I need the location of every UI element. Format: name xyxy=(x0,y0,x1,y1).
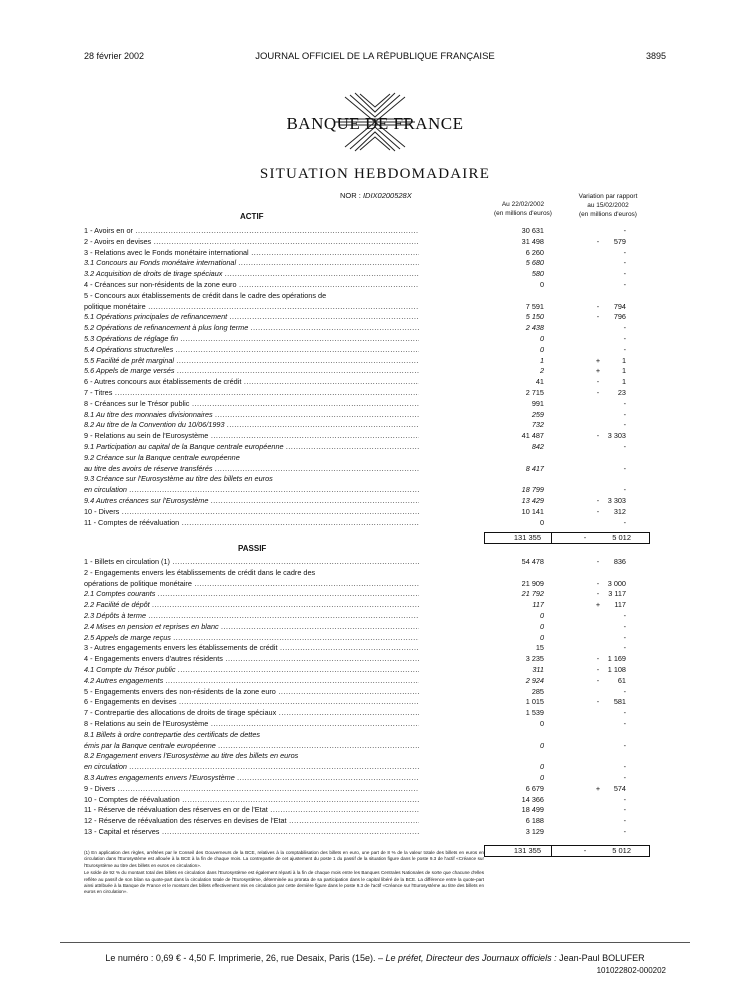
row-variation: - xyxy=(623,442,626,451)
row-variation-sign: - xyxy=(596,377,600,387)
row-label: en circulation ..... xyxy=(84,485,419,495)
table-row xyxy=(84,431,664,441)
row-label: opérations de politique monétaire ..... xyxy=(84,579,419,589)
row-value: 2 924 xyxy=(525,675,544,685)
row-variation: - xyxy=(623,485,626,495)
table-row xyxy=(84,643,664,653)
row-label: au titre des avoirs de réserve transférés ..... xyxy=(84,464,419,474)
table-row xyxy=(84,708,664,718)
footer-director-name: Jean-Paul BOLUFER xyxy=(559,953,645,963)
row-label: 9.3 Créance sur l'Eurosystème au titre des billets en euros xyxy=(84,474,273,484)
row-value: 0 xyxy=(539,344,544,354)
nor-code: IDIX0200528X xyxy=(362,191,412,200)
row-variation: - xyxy=(623,420,626,430)
column-var-label-2: au 15/02/2002 xyxy=(587,202,629,209)
row-value: 14 366 xyxy=(521,794,544,804)
table-row xyxy=(84,633,664,643)
passif-total-variation: 5 012 xyxy=(612,846,631,855)
row-variation: 1 169 xyxy=(607,654,626,664)
row-variation-sign: - xyxy=(596,557,600,566)
row-value: 2 715 xyxy=(525,388,544,397)
row-label: 6 - Autres concours aux établissements de crédit ..... xyxy=(84,377,419,387)
row-value: 991 xyxy=(531,398,544,408)
row-value: 0 xyxy=(539,719,544,728)
row-variation: 312 xyxy=(613,506,626,516)
row-variation-sign: - xyxy=(596,312,600,322)
row-value: 117 xyxy=(532,600,544,610)
table-row xyxy=(84,269,664,279)
row-label: 8.1 Billets à ordre contrepartie des certificats de dettes xyxy=(84,729,261,739)
table-row xyxy=(84,518,664,528)
table-row xyxy=(84,226,664,236)
row-variation-sign: - xyxy=(596,697,600,707)
table-row xyxy=(84,665,664,675)
table-row xyxy=(84,291,664,301)
table-row xyxy=(84,453,664,463)
row-value: 0 xyxy=(539,762,544,772)
passif-section-title: PASSIF xyxy=(238,544,267,553)
row-variation: - xyxy=(623,740,626,750)
table-row xyxy=(84,312,664,322)
row-label: 8.2 Engagement envers l'Eurosystème au titre des billets en euros xyxy=(84,751,299,761)
row-variation: 1 xyxy=(621,366,626,376)
row-variation-sign: - xyxy=(596,236,600,246)
row-label: 5 - Engagements envers des non-résidents de la zone euro ..... xyxy=(84,687,419,697)
footnote xyxy=(84,850,484,897)
row-variation-sign: - xyxy=(596,301,600,311)
row-value: 54 478 xyxy=(521,557,544,566)
column-header-date xyxy=(484,200,562,218)
row-label: 5.1 Opérations principales de refinancement ..... xyxy=(84,312,419,322)
row-value: 5 150 xyxy=(525,312,544,322)
actif-section-title: ACTIF xyxy=(240,212,264,221)
row-variation-sign: - xyxy=(596,506,600,516)
row-variation: - xyxy=(623,632,626,642)
header-page-number: 3895 xyxy=(645,51,666,61)
row-label: 2 - Avoirs en devises ..... xyxy=(84,237,419,247)
row-label: 9.2 Créance sur la Banque centrale européenne xyxy=(84,452,240,462)
row-label: 2.3 Dépôts à terme ..... xyxy=(84,611,419,621)
row-variation: - xyxy=(623,334,626,343)
row-label: 10 - Comptes de réévaluation ..... xyxy=(84,795,419,805)
row-label: 7 - Titres ..... xyxy=(84,388,419,398)
row-variation: - xyxy=(623,323,626,333)
row-value: 6 188 xyxy=(525,816,544,826)
row-variation-sign: - xyxy=(596,431,600,441)
row-value: 21 909 xyxy=(521,578,544,588)
passif-total-box xyxy=(484,845,650,857)
table-row xyxy=(84,784,664,794)
table-row xyxy=(84,410,664,420)
table-row xyxy=(84,589,664,599)
actif-total-value: 131 355 xyxy=(513,533,541,542)
table-row xyxy=(84,237,664,247)
row-value: 30 631 xyxy=(521,226,544,235)
row-value: 7 591 xyxy=(525,301,544,311)
table-row xyxy=(84,474,664,484)
table-row xyxy=(84,377,664,387)
row-variation: - xyxy=(623,517,626,527)
table-row xyxy=(84,687,664,697)
total-separator xyxy=(551,533,552,543)
row-variation: 579 xyxy=(613,236,626,246)
table-row xyxy=(84,485,664,495)
row-label: 2.1 Comptes courants ..... xyxy=(84,589,419,599)
row-label: 1 - Billets en circulation (1) ..... xyxy=(84,557,419,567)
row-variation: 3 303 xyxy=(607,496,626,505)
row-label: 8.1 Au titre des monnaies divisionnaires ..... xyxy=(84,410,419,420)
row-value: 5 680 xyxy=(525,258,544,268)
total-separator xyxy=(551,846,552,856)
row-label: 2.4 Mises en pension et reprises en blanc ..... xyxy=(84,622,419,632)
table-row xyxy=(84,248,664,258)
row-label: 9 - Relations au sein de l'Eurosystème ..... xyxy=(84,431,419,441)
footnote-paragraph-1: (1) En application des règles, arrêtées par le Conseil des Gouverneurs de la BCE, relatives à la comptabilisation des billets en euro, une part de 8 % de la valeur totale des billets en euros en circulation dans l'Eurosystème est allouée à la BCE à la fin de chaque mois. La contrepartie de cet ajustement du poste 1 du passif de la situation figure dans le poste 9.3 de l'actif «Créance sur l'Eurosystème au titre des billets en euros en circulation». xyxy=(84,850,484,868)
row-value: 0 xyxy=(539,334,544,343)
table-row xyxy=(84,654,664,664)
row-value: 0 xyxy=(539,517,544,527)
table-row xyxy=(84,420,664,430)
row-label: politique monétaire ..... xyxy=(84,302,419,312)
passif-total-value: 131 355 xyxy=(513,846,541,855)
row-variation: - xyxy=(623,773,626,782)
row-variation: 794 xyxy=(613,301,626,311)
table-row xyxy=(84,557,664,567)
row-value: 6 260 xyxy=(525,247,544,257)
row-value: 3 235 xyxy=(525,654,544,664)
column-date-label: Au 22/02/2002 xyxy=(501,201,545,208)
row-label: 4 - Engagements envers d'autres résidents ..... xyxy=(84,654,419,664)
row-variation: 61 xyxy=(617,675,626,685)
row-variation: - xyxy=(623,344,626,354)
row-value: 31 498 xyxy=(521,236,544,246)
table-row xyxy=(84,579,664,589)
row-value: 1 xyxy=(539,355,544,365)
row-label: 4.1 Compte du Trésor public ..... xyxy=(84,665,419,675)
header-date: 28 février 2002 xyxy=(84,51,145,61)
row-variation-sign: - xyxy=(596,388,600,397)
row-variation: - xyxy=(623,686,626,696)
footer-rule xyxy=(60,942,690,943)
row-value: 0 xyxy=(539,740,544,750)
document-title: SITUATION HEBDOMADAIRE xyxy=(259,166,491,182)
row-variation: - xyxy=(623,398,626,408)
actif-total-box xyxy=(484,532,650,544)
row-label: 8 - Créances sur le Trésor public ..... xyxy=(84,399,419,409)
row-value: 580 xyxy=(531,269,544,279)
row-variation: - xyxy=(623,611,626,620)
row-value: 259 xyxy=(531,409,544,419)
row-label: 2.2 Facilité de dépôt ..... xyxy=(84,600,419,610)
row-value: 0 xyxy=(539,621,544,631)
table-row xyxy=(84,464,664,474)
row-value: 6 679 xyxy=(525,783,544,793)
table-row xyxy=(84,622,664,632)
row-variation-sign: - xyxy=(596,665,600,674)
row-variation: - xyxy=(623,816,626,826)
actif-total-sign: - xyxy=(583,533,587,542)
row-label: 4.2 Autres engagements ..... xyxy=(84,676,419,686)
table-row xyxy=(84,442,664,452)
table-row xyxy=(84,258,664,268)
row-label: 4 - Créances sur non-résidents de la zone euro ..... xyxy=(84,280,419,290)
row-variation-sign: + xyxy=(595,783,601,793)
table-row xyxy=(84,568,664,578)
row-label: 5.2 Opérations de refinancement à plus long terme ..... xyxy=(84,323,419,333)
row-variation: 581 xyxy=(613,697,626,707)
row-label: 8.3 Autres engagements envers l'Eurosystème ..... xyxy=(84,773,419,783)
nor-label: NOR : xyxy=(340,191,361,200)
row-value: 13 429 xyxy=(521,496,544,505)
row-variation: - xyxy=(623,258,626,268)
table-row xyxy=(84,399,664,409)
row-variation: 23 xyxy=(617,388,626,397)
table-row xyxy=(84,302,664,312)
row-variation: 836 xyxy=(613,557,626,566)
row-value: 2 438 xyxy=(525,323,544,333)
row-variation-sign: + xyxy=(595,600,601,610)
table-row xyxy=(84,697,664,707)
row-variation: - xyxy=(623,621,626,631)
column-date-unit: (en millions d'euros) xyxy=(494,210,552,217)
row-variation-sign: - xyxy=(596,589,600,599)
nor-reference xyxy=(340,191,412,200)
table-row xyxy=(84,366,664,376)
row-label: en circulation ..... xyxy=(84,762,419,772)
footer-text xyxy=(0,953,750,963)
row-label: 3 - Relations avec le Fonds monétaire international ..... xyxy=(84,248,419,258)
row-label: 10 - Divers ..... xyxy=(84,507,419,517)
footer-director-title: Le préfet, Directeur des Journaux officiels : xyxy=(385,953,557,963)
table-row xyxy=(84,827,664,837)
table-row xyxy=(84,719,664,729)
row-label: 11 - Réserve de réévaluation des réserves en or de l'Etat ..... xyxy=(84,805,419,815)
row-value: 18 499 xyxy=(521,805,544,815)
row-label: 9.1 Participation au capital de la Banque centrale européenne ..... xyxy=(84,442,419,452)
row-label: 3.2 Acquisition de droits de tirage spéciaux ..... xyxy=(84,269,419,279)
row-label: 9 - Divers ..... xyxy=(84,784,419,794)
row-variation: - xyxy=(623,643,626,653)
table-row xyxy=(84,751,664,761)
row-label: 9.4 Autres créances sur l'Eurosystème ..... xyxy=(84,496,419,506)
row-value: 0 xyxy=(539,611,544,620)
row-variation: - xyxy=(623,762,626,772)
row-variation-sign: - xyxy=(596,675,600,685)
row-variation: - xyxy=(623,719,626,728)
row-value: 0 xyxy=(539,773,544,782)
row-variation: - xyxy=(623,794,626,804)
row-variation: - xyxy=(623,409,626,419)
row-value: 21 792 xyxy=(521,589,544,599)
table-row xyxy=(84,496,664,506)
row-value: 8 417 xyxy=(525,463,544,473)
row-label: 2 - Engagements envers les établissements de crédit dans le cadre des xyxy=(84,567,316,577)
table-row xyxy=(84,795,664,805)
row-value: 2 xyxy=(539,366,544,376)
row-variation: - xyxy=(623,805,626,815)
row-variation: - xyxy=(623,269,626,279)
row-variation: - xyxy=(623,827,626,836)
row-variation: 3 000 xyxy=(607,578,626,588)
banque-de-france-logo xyxy=(0,92,750,152)
actif-total-variation: 5 012 xyxy=(612,533,631,542)
table-row xyxy=(84,805,664,815)
row-label: 5.3 Opérations de réglage fin ..... xyxy=(84,334,419,344)
logo-text: BANQUE DE FRANCE xyxy=(286,114,464,133)
table-row xyxy=(84,676,664,686)
table-row xyxy=(84,730,664,740)
row-variation: - xyxy=(623,463,626,473)
row-value: 285 xyxy=(531,686,544,696)
table-row xyxy=(84,773,664,783)
column-header-variation xyxy=(568,192,648,219)
row-variation: 796 xyxy=(613,312,626,322)
row-label: 8.2 Au titre de la Convention du 10/06/1993 ..... xyxy=(84,420,419,430)
row-variation-sign: + xyxy=(595,366,601,376)
row-value: 15 xyxy=(535,643,544,653)
row-label: 3.1 Concours au Fonds monétaire international ..... xyxy=(84,258,419,268)
row-value: 311 xyxy=(532,665,544,674)
row-value: 3 129 xyxy=(525,827,544,836)
table-row xyxy=(84,600,664,610)
row-variation: 3 117 xyxy=(608,589,626,599)
row-variation: 1 108 xyxy=(607,665,626,674)
column-var-label-1: Variation par rapport xyxy=(578,193,638,200)
row-variation: - xyxy=(623,226,626,235)
row-variation-sign: - xyxy=(596,578,600,588)
row-label: 3 - Autres engagements envers les établissements de crédit ..... xyxy=(84,643,419,653)
passif-total-sign: - xyxy=(583,846,587,855)
row-label: 1 - Avoirs en or ..... xyxy=(84,226,419,236)
row-value: 0 xyxy=(539,280,544,289)
row-variation: 3 303 xyxy=(607,431,626,441)
row-value: 41 487 xyxy=(521,431,544,441)
row-value: 41 xyxy=(535,377,544,387)
row-label: 13 - Capital et réserves ..... xyxy=(84,827,419,837)
row-label: 5.4 Opérations structurelles ..... xyxy=(84,345,419,355)
row-label: 5.6 Appels de marge versés ..... xyxy=(84,366,419,376)
row-label: 7 - Contrepartie des allocations de droits de tirage spéciaux ..... xyxy=(84,708,419,718)
row-label: 11 - Comptes de réévaluation ..... xyxy=(84,518,419,528)
row-value: 18 799 xyxy=(521,485,544,495)
table-row xyxy=(84,356,664,366)
row-label: 8 - Relations au sein de l'Eurosystème ..... xyxy=(84,719,419,729)
row-variation: 1 xyxy=(621,355,626,365)
table-row xyxy=(84,388,664,398)
row-value: 842 xyxy=(531,442,544,451)
header-journal-title: JOURNAL OFFICIEL DE LA RÉPUBLIQUE FRANÇAISE xyxy=(255,51,495,62)
row-label: 12 - Réserve de réévaluation des réserves en devises de l'Etat ..... xyxy=(84,816,419,826)
row-variation-sign: + xyxy=(595,355,601,365)
row-variation-sign: - xyxy=(596,496,600,505)
row-value: 1 015 xyxy=(525,697,544,707)
row-label: 2.5 Appels de marge reçus ..... xyxy=(84,633,419,643)
row-variation: - xyxy=(623,708,626,718)
row-variation-sign: - xyxy=(596,654,600,664)
row-label: émis par la Banque centrale européenne ..... xyxy=(84,741,419,751)
row-label: 5.5 Facilité de prêt marginal ..... xyxy=(84,356,419,366)
footnote-paragraph-2: Le solde de 92 % du montant total des billets en circulation dans l'Eurosystème est également réparti à la fin de chaque mois entre les Banques Centrales Nationales de sorte que chacune d'elles reflète au passif de son bilan sa quote-part dans la circulation totale de l'Eurosystème, déterminée au prorata de sa participation dans le capital libéré de la BCE. La différence entre la quote-part ainsi attribuée à la Banque de France et le montant des billets effectivement mis en circulation par cette dernière figure dans le poste 9.3 de l'actif «Créance sur l'Eurosystème au titre des billets en euros en circulation». xyxy=(84,870,484,895)
table-row xyxy=(84,345,664,355)
table-row xyxy=(84,507,664,517)
footer-price-printer: Le numéro : 0,69 € - 4,50 F. Imprimerie, 26, rue Desaix, Paris (15e). – xyxy=(105,953,383,963)
footer-code: 101022802-000202 xyxy=(596,966,666,975)
row-value: 732 xyxy=(531,420,544,430)
table-row xyxy=(84,611,664,621)
row-label: 5 - Concours aux établissements de crédit dans le cadre des opérations de xyxy=(84,290,327,300)
table-row xyxy=(84,280,664,290)
row-value: 10 141 xyxy=(521,506,544,516)
column-var-unit: (en millions d'euros) xyxy=(579,211,637,218)
row-value: 0 xyxy=(539,632,544,642)
row-variation: 574 xyxy=(613,783,626,793)
table-row xyxy=(84,762,664,772)
row-variation: 117 xyxy=(614,600,626,610)
table-row xyxy=(84,334,664,344)
table-row xyxy=(84,816,664,826)
row-variation: 1 xyxy=(621,377,626,387)
row-variation: - xyxy=(623,247,626,257)
row-value: 1 539 xyxy=(525,708,544,718)
row-label: 6 - Engagements en devises ..... xyxy=(84,697,419,707)
table-row xyxy=(84,741,664,751)
row-variation: - xyxy=(623,280,626,289)
table-row xyxy=(84,323,664,333)
